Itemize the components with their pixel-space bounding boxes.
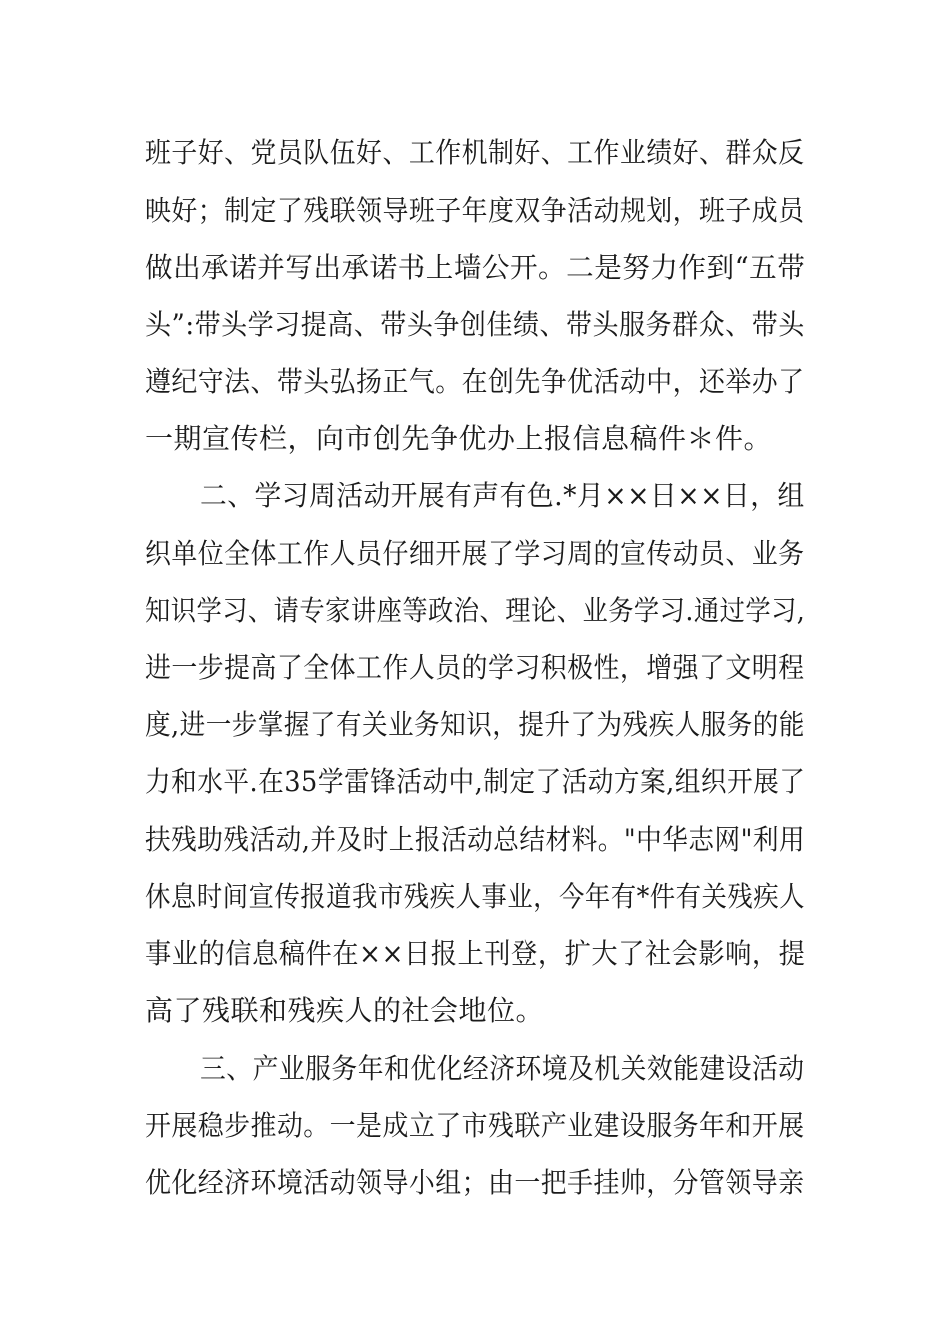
text-line: 力和水平.在35学雷锋活动中,制定了活动方案,组织开展了	[145, 765, 806, 798]
text-line: 优化经济环境活动领导小组；由一把手挂帅，分管领导亲	[145, 1166, 805, 1199]
paragraph-start-line: 三、产业服务年和优化经济环境及机关效能建设活动	[200, 1052, 805, 1085]
text-line: 织单位全体工作人员仔细开展了学习周的宣传动员、业务	[145, 537, 805, 570]
text-line: 进一步提高了全体工作人员的学习积极性，增强了文明程	[145, 651, 805, 684]
text-line: 高了残联和残疾人的社会地位。	[145, 994, 545, 1027]
text-line: 开展稳步推动。一是成立了市残联产业建设服务年和开展	[145, 1109, 805, 1142]
text-line: 一期宣传栏，向市创先争优办上报信息稿件＊件。	[145, 422, 773, 455]
text-line: 知识学习、请专家讲座等政治、理论、业务学习.通过学习,	[145, 594, 806, 627]
text-line: 班子好、党员队伍好、工作机制好、工作业绩好、群众反	[145, 136, 805, 169]
text-line: 休息时间宣传报道我市残疾人事业，今年有*件有关残疾人	[145, 880, 805, 913]
text-line: 度,进一步掌握了有关业务知识，提升了为残疾人服务的能	[145, 708, 805, 741]
paragraph-start-line: 二、学习周活动开展有声有色.*月××日××日，组	[200, 479, 805, 512]
text-line: 做出承诺并写出承诺书上墙公开。二是努力作到“五带	[145, 251, 806, 284]
text-line: 事业的信息稿件在××日报上刊登，扩大了社会影响，提	[145, 937, 806, 970]
text-line: 遵纪守法、带头弘扬正气。在创先争优活动中，还举办了	[145, 365, 805, 398]
text-line: 头”:带头学习提高、带头争创佳绩、带头服务群众、带头	[145, 308, 805, 341]
text-line: 扶残助残活动,并及时上报活动总结材料。"中华志网"利用	[145, 823, 806, 856]
text-line: 映好；制定了残联领导班子年度双争活动规划，班子成员	[145, 194, 805, 227]
